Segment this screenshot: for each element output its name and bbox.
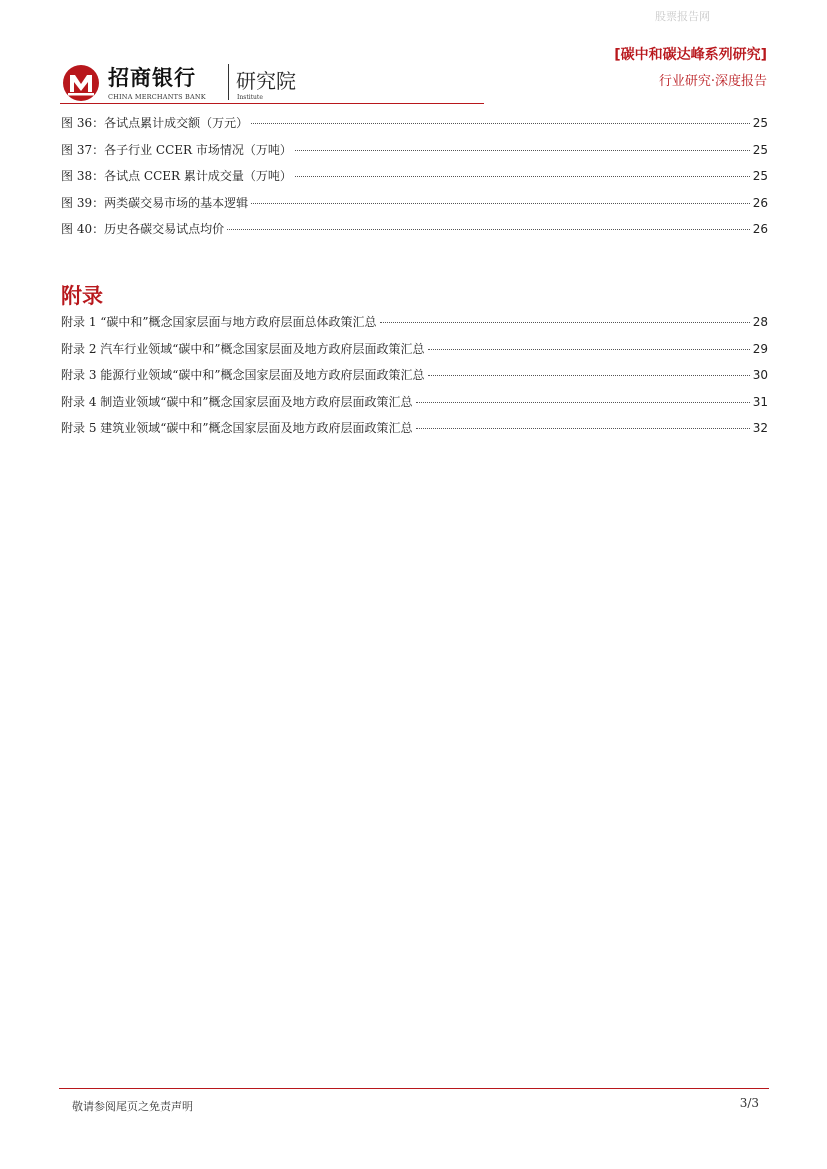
toc-entry-page: 29 [752, 341, 768, 356]
toc-entry[interactable] [61, 313, 768, 340]
toc-entry-label: 附录 1 “碳中和”概念国家层面与地方政府层面总体政策汇总 [61, 315, 377, 329]
toc-leader-dots [416, 428, 750, 429]
toc-entry[interactable] [61, 167, 768, 194]
toc-entry-label: 附录 2 汽车行业领域“碳中和”概念国家层面及地方政府层面政策汇总 [61, 341, 425, 356]
appendix-heading: 附录 [61, 284, 103, 308]
toc-entry[interactable] [61, 393, 768, 420]
header-rule [60, 103, 484, 104]
toc-entry[interactable] [61, 419, 768, 446]
toc-entry-page: 25 [752, 116, 768, 130]
toc-entry-label: 图 37：各子行业 CCER 市场情况（万吨） [61, 142, 292, 157]
toc-entry[interactable] [61, 220, 768, 247]
appendix-list [61, 313, 768, 446]
toc-entry-page: 28 [752, 315, 768, 329]
toc-entry-page: 25 [752, 142, 768, 157]
logo-divider [228, 64, 229, 100]
toc-entry-label: 图 36：各试点累计成交额（万元） [61, 116, 249, 130]
figure-list [61, 114, 768, 247]
toc-entry[interactable] [61, 366, 768, 393]
toc-leader-dots [295, 150, 750, 151]
toc-entry-page: 26 [752, 222, 768, 236]
toc-entry[interactable] [61, 114, 768, 141]
footer-disclaimer: 敬请参阅尾页之免责声明 [72, 1100, 193, 1113]
toc-entry-page: 31 [752, 394, 768, 409]
toc-leader-dots [428, 375, 750, 376]
toc-entry-page: 32 [752, 421, 768, 435]
toc-leader-dots [251, 203, 750, 204]
toc-entry-label: 图 40：历史各碳交易试点均价 [61, 222, 225, 236]
toc-entry-label: 图 39：两类碳交易市场的基本逻辑 [61, 195, 249, 210]
institute-name: 研究院 [236, 69, 296, 93]
logo-name-cn: 招商银行 [108, 65, 196, 90]
page-header [0, 40, 827, 110]
toc-entry[interactable] [61, 340, 768, 367]
toc-entry-label: 附录 3 能源行业领域“碳中和”概念国家层面及地方政府层面政策汇总 [61, 368, 425, 382]
toc-entry[interactable] [61, 141, 768, 168]
series-title: [碳中和碳达峰系列研究] [614, 47, 767, 63]
toc-entry-label: 附录 4 制造业领域“碳中和”概念国家层面及地方政府层面政策汇总 [61, 394, 413, 409]
watermark: 股票报告网 [655, 10, 710, 23]
footer-rule [59, 1088, 769, 1089]
toc-leader-dots [227, 229, 750, 230]
toc-entry-page: 26 [752, 195, 768, 210]
institute-name-en: Institute [237, 94, 263, 101]
cmb-logo-icon [62, 64, 100, 102]
toc-entry-label: 附录 5 建筑业领域“碳中和”概念国家层面及地方政府层面政策汇总 [61, 421, 413, 435]
toc-leader-dots [380, 322, 750, 323]
toc-leader-dots [295, 176, 750, 177]
toc-entry-label: 图 38：各试点 CCER 累计成交量（万吨） [61, 169, 292, 183]
logo-name-en: CHINA MERCHANTS BANK [108, 93, 206, 101]
toc-leader-dots [251, 123, 750, 124]
toc-entry-page: 25 [752, 169, 768, 183]
toc-leader-dots [428, 349, 750, 350]
toc-entry[interactable] [61, 194, 768, 221]
toc-leader-dots [416, 402, 750, 403]
page-number: 3/3 [739, 1096, 759, 1110]
toc-entry-page: 30 [752, 368, 768, 382]
report-type: 行业研究·深度报告 [658, 74, 767, 89]
